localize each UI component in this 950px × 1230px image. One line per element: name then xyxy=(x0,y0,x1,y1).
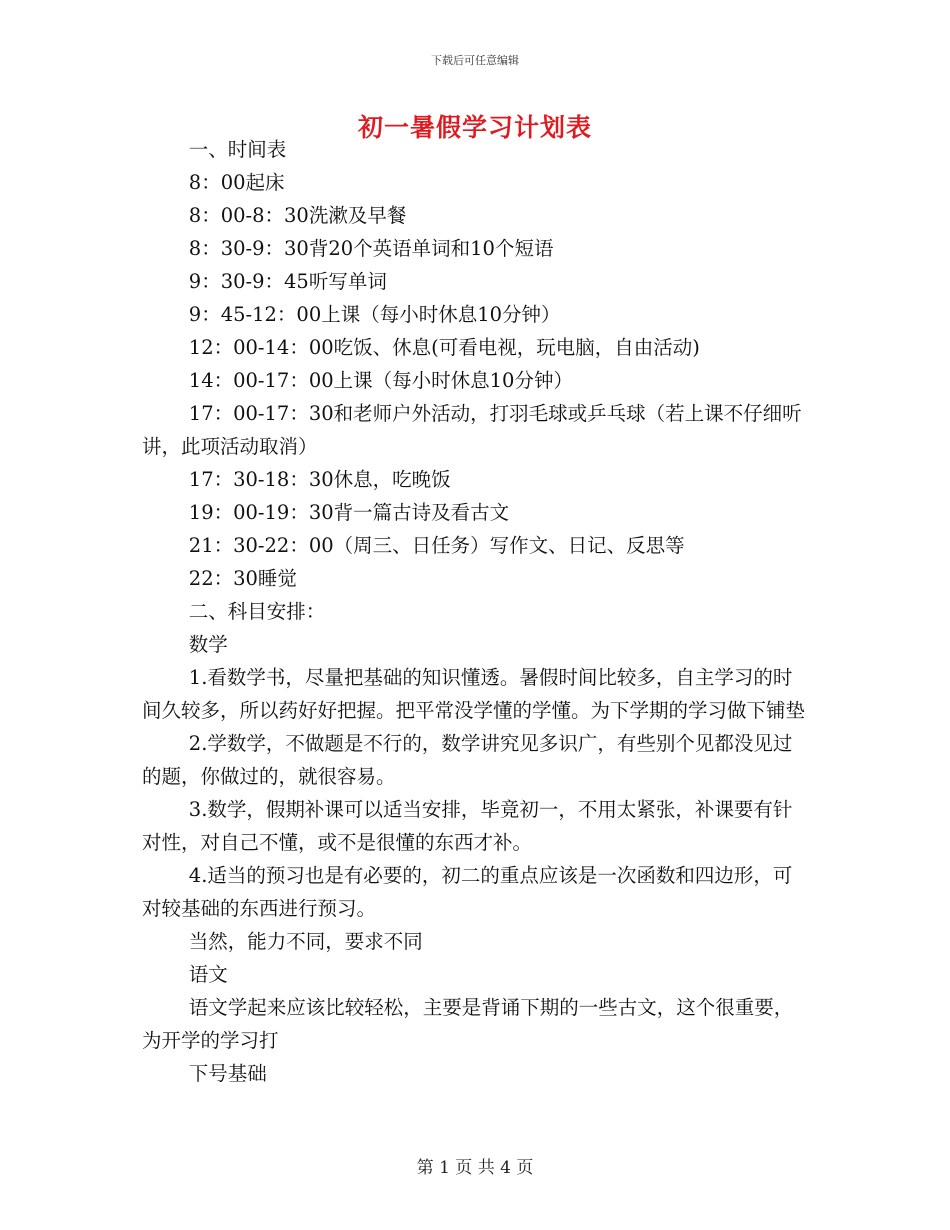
math-paragraph: 当然，能力不同，要求不同 xyxy=(188,930,423,953)
schedule-item: 8：30-9：30背20个英语单词和10个短语 xyxy=(188,237,554,260)
schedule-item: 21：30-22：00（周三、日任务）写作文、日记、反思等 xyxy=(188,534,685,557)
chinese-paragraph: 下号基础 xyxy=(188,1062,267,1085)
math-paragraph: 3.数学，假期补课可以适当安排，毕竟初一，不用太紧张，补课要有针对性，对自己不懂，或不是很懂的东西才补。 xyxy=(142,798,793,854)
page-footer xyxy=(0,1153,950,1178)
math-paragraph: 2.学数学，不做题是不行的，数学讲究见多识广，有些别个见都没见过的题，你做过的，就很容易。 xyxy=(142,732,793,788)
schedule-item: 9：30-9：45听写单词 xyxy=(188,270,387,293)
schedule-item: 19：00-19：30背一篇古诗及看古文 xyxy=(188,501,510,524)
footer-total-pages: 4 xyxy=(500,1158,511,1178)
section-heading-subjects: 二、科目安排： xyxy=(188,600,326,623)
schedule-item: 22：30睡觉 xyxy=(188,567,297,590)
footer-page-number: 1 xyxy=(439,1158,450,1178)
schedule-item: 8：00-8：30洗漱及早餐 xyxy=(188,204,407,227)
schedule-item: 8：00起床 xyxy=(188,171,285,194)
math-paragraph: 4.适当的预习也是有必要的，初二的重点应该是一次函数和四边形，可对较基础的东西进行预习。 xyxy=(142,864,793,920)
footer-middle: 页 共 xyxy=(455,1158,495,1178)
section-heading-schedule: 一、时间表 xyxy=(188,138,287,161)
footer-prefix: 第 xyxy=(416,1158,434,1178)
schedule-item: 14：00-17：00上课（每小时休息10分钟） xyxy=(188,369,573,392)
subject-heading-math: 数学 xyxy=(188,633,228,656)
schedule-item: 12：00-14：00吃饭、休息(可看电视，玩电脑，自由活动) xyxy=(188,336,700,359)
page-header-note: 下载后可任意编辑 xyxy=(431,54,519,67)
math-paragraph: 1.看数学书，尽量把基础的知识懂透。暑假时间比较多，自主学习的时间久较多，所以药好好把握。把平常没学懂的学懂。为下学期的学习做下铺垫 xyxy=(142,666,806,722)
schedule-item: 17：00-17：30和老师户外活动，打羽毛球或乒乓球（若上课不仔细听讲，此项活动取消） xyxy=(142,402,802,458)
subject-heading-chinese: 语文 xyxy=(188,963,228,986)
chinese-paragraph: 语文学起来应该比较轻松，主要是背诵下期的一些古文，这个很重要，为开学的学习打 xyxy=(142,996,794,1052)
document-title: 初一暑假学习计划表 xyxy=(357,113,592,142)
footer-suffix: 页 xyxy=(516,1158,534,1178)
document-body xyxy=(142,133,807,1090)
schedule-item: 9：45-12：00上课（每小时休息10分钟） xyxy=(188,303,561,326)
schedule-item: 17：30-18：30休息，吃晚饭 xyxy=(188,468,451,491)
